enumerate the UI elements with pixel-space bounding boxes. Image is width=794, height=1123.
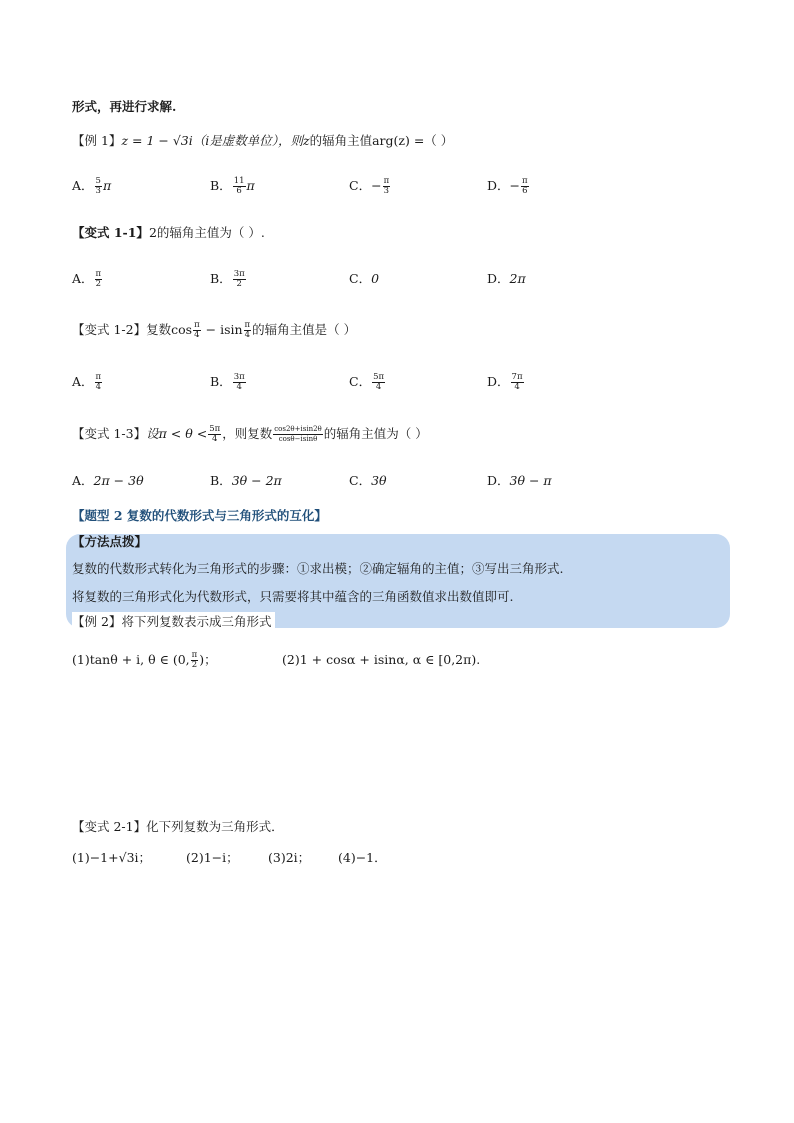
method-tip-line-2: 将复数的三角形式化为代数形式，只需要将其中蕴含的三角函数值求出数值即可. bbox=[72, 589, 514, 604]
variant-2-1-tag: 【变式 2-1】 bbox=[72, 819, 147, 834]
variant-1-3-stem bbox=[72, 424, 428, 444]
option-value: 2π bbox=[509, 271, 526, 286]
option-label: B． bbox=[210, 271, 232, 286]
intro-text: 形式，再进行求解. bbox=[72, 99, 177, 114]
fraction-num: 7π bbox=[511, 372, 523, 382]
variant-1-3-text-c: 的辐角主值为（ ） bbox=[323, 426, 428, 441]
variant-1-3-text-a: 设π < θ < bbox=[146, 426, 208, 441]
fraction-num: π bbox=[95, 372, 102, 382]
fraction-den: 3 bbox=[95, 186, 101, 196]
option-label: B． bbox=[210, 178, 232, 193]
option-d bbox=[487, 269, 526, 287]
topic-2-title: 【题型 2 复数的代数形式与三角形式的互化】 bbox=[72, 508, 327, 523]
variant-1-1-stem bbox=[72, 223, 265, 241]
option-label: D． bbox=[487, 473, 510, 488]
variant-2-1-item-1: (1)−1+√3i； bbox=[72, 850, 152, 865]
option-value: 3θ − 2π bbox=[231, 473, 282, 488]
fraction-den: 4 bbox=[212, 434, 218, 444]
fraction bbox=[273, 425, 323, 444]
fraction-num: π bbox=[244, 320, 251, 330]
variant-2-1-item-4: (4)−1． bbox=[338, 850, 387, 865]
option-label: A． bbox=[72, 178, 94, 193]
example-2-item-1-text-a: (1)tanθ + i, θ ∈ (0, bbox=[72, 652, 190, 667]
fraction bbox=[521, 177, 529, 196]
fraction bbox=[208, 425, 221, 444]
variant-1-1-question: 2的辐角主值为（ ）. bbox=[148, 225, 265, 240]
option-c bbox=[349, 372, 386, 392]
variant-1-2-text-b: − isin bbox=[201, 322, 243, 337]
option-value: 2π − 3θ bbox=[93, 473, 144, 488]
option-c bbox=[349, 269, 379, 287]
example-2-item-1-text-b: )； bbox=[199, 652, 217, 667]
fraction-den: 6 bbox=[236, 186, 242, 196]
option-label: C． bbox=[349, 178, 372, 193]
fraction bbox=[95, 270, 103, 289]
fraction-num: 5π bbox=[373, 372, 385, 382]
fraction bbox=[233, 270, 246, 289]
variant-2-1-item-3: (3)2i； bbox=[268, 850, 311, 865]
example-1-expr: z = 1 − √3i（i是虚数单位），则 bbox=[121, 133, 303, 148]
variant-1-3-tag: 【变式 1-3】 bbox=[72, 426, 147, 441]
fraction bbox=[233, 373, 246, 392]
option-label: B． bbox=[210, 374, 232, 389]
variant-1-2-text-c: 的辐角主值是（ ） bbox=[252, 322, 357, 337]
method-tip-label: 【方法点拨】 bbox=[72, 534, 148, 549]
fraction-num: π bbox=[194, 320, 200, 330]
fraction-den: 2 bbox=[95, 279, 102, 289]
option-a bbox=[72, 176, 111, 196]
fraction-den: 2 bbox=[236, 279, 242, 289]
fraction bbox=[383, 177, 391, 196]
fraction bbox=[372, 373, 385, 392]
fraction-num: π bbox=[522, 176, 528, 186]
fraction-num: 3π bbox=[233, 372, 245, 382]
fraction-den: 2 bbox=[191, 660, 198, 670]
option-d bbox=[487, 471, 552, 489]
option-label: C． bbox=[349, 374, 372, 389]
option-b bbox=[210, 372, 247, 392]
fraction bbox=[95, 373, 103, 392]
variant-1-2-tag: 【变式 1-2】 bbox=[72, 322, 147, 337]
option-suffix: π bbox=[102, 178, 112, 193]
variant-1-2-stem bbox=[72, 320, 356, 340]
fraction-num: cos2θ+isin2θ bbox=[274, 425, 322, 433]
fraction-den: 4 bbox=[244, 330, 251, 340]
example-2-item-1 bbox=[72, 650, 217, 670]
option-a bbox=[72, 269, 103, 289]
fraction-num: 5π bbox=[209, 424, 221, 434]
option-sign: − bbox=[509, 178, 521, 193]
option-label: D． bbox=[487, 374, 510, 389]
example-1-tag: 【例 1】 bbox=[72, 133, 122, 148]
option-label: A． bbox=[72, 473, 94, 488]
option-label: C． bbox=[349, 271, 372, 286]
variant-2-1-stem bbox=[72, 817, 284, 835]
option-label: B． bbox=[210, 473, 232, 488]
fraction-num: π bbox=[191, 650, 198, 660]
fraction-num: 11 bbox=[233, 176, 245, 186]
option-label: A． bbox=[72, 271, 94, 286]
option-value: 3θ bbox=[371, 473, 387, 488]
variant-1-1-tag: 【变式 1-1】 bbox=[72, 225, 149, 240]
option-b bbox=[210, 269, 247, 289]
option-c bbox=[349, 176, 391, 196]
fraction-den: 6 bbox=[522, 186, 528, 196]
fraction-den: 4 bbox=[95, 382, 102, 392]
fraction-den: cosθ−isinθ bbox=[278, 435, 318, 443]
example-2-tag: 【例 2】 bbox=[72, 614, 122, 629]
fraction-den: 3 bbox=[383, 186, 390, 196]
option-sign: − bbox=[371, 178, 382, 193]
fraction bbox=[95, 177, 102, 196]
fraction-den: 4 bbox=[194, 330, 200, 340]
example-1-stem bbox=[72, 131, 453, 149]
option-label: D． bbox=[487, 271, 510, 286]
option-d bbox=[487, 372, 525, 392]
option-a bbox=[72, 471, 144, 489]
option-b bbox=[210, 176, 255, 196]
fraction-num: π bbox=[95, 269, 102, 279]
fraction-den: 4 bbox=[514, 382, 520, 392]
variant-2-1-item-2: (2)1−i； bbox=[186, 850, 239, 865]
example-1-question: 的辐角主值arg(z) =（ ） bbox=[309, 133, 454, 148]
option-a bbox=[72, 372, 103, 392]
variant-1-3-text-b: ，则复数 bbox=[222, 426, 273, 441]
option-label: C． bbox=[349, 473, 372, 488]
method-tip-line-1: 复数的代数形式转化为三角形式的步骤：①求出模；②确定辐角的主值；③写出三角形式. bbox=[72, 561, 564, 576]
example-1-var: z bbox=[302, 133, 310, 148]
example-2-question: 将下列复数表示成三角形式 bbox=[121, 614, 272, 629]
fraction bbox=[193, 321, 201, 340]
fraction bbox=[511, 373, 524, 392]
fraction-num: 5 bbox=[95, 176, 101, 186]
option-value: 3θ − π bbox=[509, 473, 552, 488]
example-2-stem bbox=[72, 612, 275, 630]
option-value: 0 bbox=[371, 271, 380, 286]
fraction bbox=[233, 177, 246, 196]
option-d bbox=[487, 176, 530, 196]
fraction-num: π bbox=[383, 176, 390, 186]
example-2-item-2: (2)1 + cosα + isinα, α ∈ [0,2π). bbox=[282, 652, 481, 667]
option-b bbox=[210, 471, 282, 489]
option-label: D． bbox=[487, 178, 510, 193]
variant-2-1-question: 化下列复数为三角形式． bbox=[146, 819, 284, 834]
option-c bbox=[349, 471, 387, 489]
fraction-num: 3π bbox=[233, 269, 245, 279]
fraction-den: 4 bbox=[236, 382, 242, 392]
fraction bbox=[244, 321, 252, 340]
option-label: A． bbox=[72, 374, 94, 389]
variant-1-2-text-a: 复数cos bbox=[146, 322, 193, 337]
option-suffix: π bbox=[246, 178, 255, 193]
fraction-den: 4 bbox=[375, 382, 382, 392]
fraction bbox=[191, 651, 199, 670]
